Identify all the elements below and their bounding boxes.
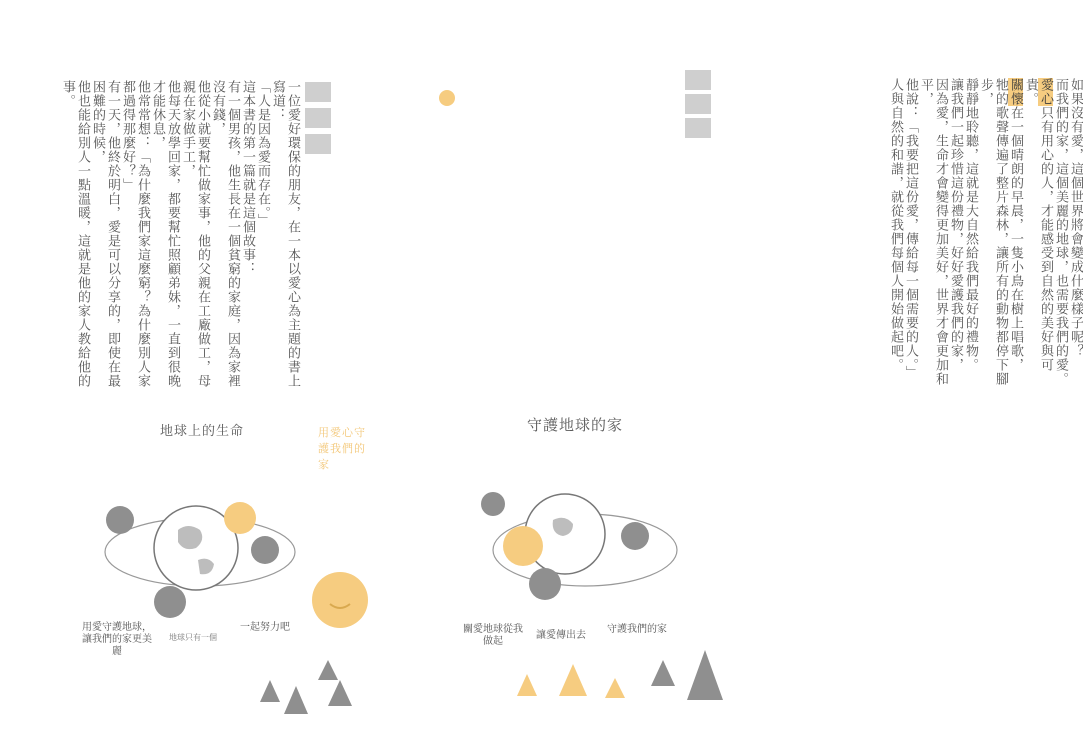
left-page <box>0 0 375 750</box>
planet-dark <box>251 536 279 564</box>
illustration-caption: 一起努力吧 <box>240 622 290 633</box>
planet-dark <box>621 522 649 550</box>
text-column: 靜靜地聆聽，這就是大自然給我們最好的禮物。 <box>963 78 978 372</box>
trees-illustration <box>258 640 358 720</box>
right-page <box>375 0 1083 750</box>
tree-icon <box>651 660 675 686</box>
text-column: 他從小就要幫忙做家事，他的父親在工廠做工，母親在家做手工， <box>180 80 210 388</box>
trees-illustration <box>515 640 735 720</box>
illustration-caption: 地球只有一個 <box>169 633 217 642</box>
decorative-square <box>685 94 711 114</box>
text-column: 這本書的第一篇就是這個故事： <box>240 80 255 276</box>
highlighted-text: 關懷 <box>1008 78 1023 106</box>
text-column: 讓我們一起珍惜這份禮物，好好愛護我們的家， <box>948 78 963 372</box>
planet-dark <box>481 492 505 516</box>
text-column: 他也能給別人一點溫暖，這就是他的家人教給他的事。 <box>60 80 90 388</box>
decorative-square <box>305 82 331 102</box>
left-body-text <box>60 80 300 400</box>
right-body-text <box>837 78 1083 388</box>
illustration-caption: 守護我們的家 <box>607 624 667 635</box>
tree-icon <box>318 660 338 680</box>
text-column: 一位愛好環保的朋友，在一本以愛心為主題的書上寫道： <box>270 80 300 388</box>
earth-illustration-right <box>485 480 685 640</box>
planet-dark <box>106 506 134 534</box>
right-caption: 守護地球的家 <box>527 416 624 434</box>
tree-icon <box>260 680 280 702</box>
text-column: 他每天放學回家，都要幫忙照顧弟妹，一直到很晚才能休息， <box>150 80 180 388</box>
tree-icon <box>328 680 352 706</box>
left-caption: 地球上的生命 <box>160 424 245 439</box>
tree-icon <box>559 664 587 696</box>
text-column: 關懷在一個晴朗的早晨，一隻小鳥在樹上唱歌， <box>1008 78 1023 372</box>
text-column: 人與自然的和諧，就從我們每個人開始做起吧。 <box>888 78 903 372</box>
illustration-caption: 讓愛傳出去 <box>536 630 586 641</box>
text-column: 如果沒有愛，這個世界將會變成什麼樣子呢？ <box>1068 78 1083 358</box>
text-column: 有一天，他終於明白，愛是可以分享的，即使在最困難的時候， <box>90 80 120 388</box>
planet-dark <box>529 568 561 600</box>
text-column: 他常常想：「為什麼我們家這麼窮？為什麼別人家都過得那麼好？」 <box>120 80 150 388</box>
sun-illustration <box>310 570 370 630</box>
planet-dark <box>154 586 186 618</box>
text-column: 「人是因為愛而存在。」 <box>255 80 270 228</box>
tree-icon <box>687 650 723 700</box>
decorative-square <box>305 134 331 154</box>
text-column: 因為愛，生命才會變得更加美好，世界才會更加和平， <box>918 78 948 386</box>
text-column: 他說：「我要把這份愛，傳給每一個需要的人。」 <box>903 78 918 380</box>
tree-icon <box>605 678 625 698</box>
center-caption: 用愛心守護我們的家 <box>318 426 366 471</box>
highlighted-text: 愛心 <box>1038 78 1053 106</box>
sun-icon <box>312 572 368 628</box>
illustration-caption: 用愛守護地球，讓我們的家更美麗 <box>82 622 152 657</box>
sun-small-icon <box>437 88 457 108</box>
tree-icon <box>284 686 308 714</box>
decorative-square <box>685 118 711 138</box>
text-column: 而我們的家，這個美麗的地球，也需要我們的愛。 <box>1053 78 1068 386</box>
earth-illustration-left <box>100 480 300 640</box>
tree-icon <box>517 674 537 696</box>
decorative-square <box>305 108 331 128</box>
illustration-caption: 關愛地球從我做起 <box>463 624 523 647</box>
text-column: 有一個男孩，他生長在一個貧窮的家庭，因為家裡沒有錢， <box>210 80 240 388</box>
text-column: 牠的歌聲傳遍了整片森林，讓所有的動物都停下腳步， <box>978 78 1008 386</box>
sun-small <box>224 502 256 534</box>
decorative-square <box>685 70 711 90</box>
text-column: 愛心只有用心的人，才能感受到自然的美好與可貴。 <box>1023 78 1053 372</box>
sun-icon <box>503 526 543 566</box>
